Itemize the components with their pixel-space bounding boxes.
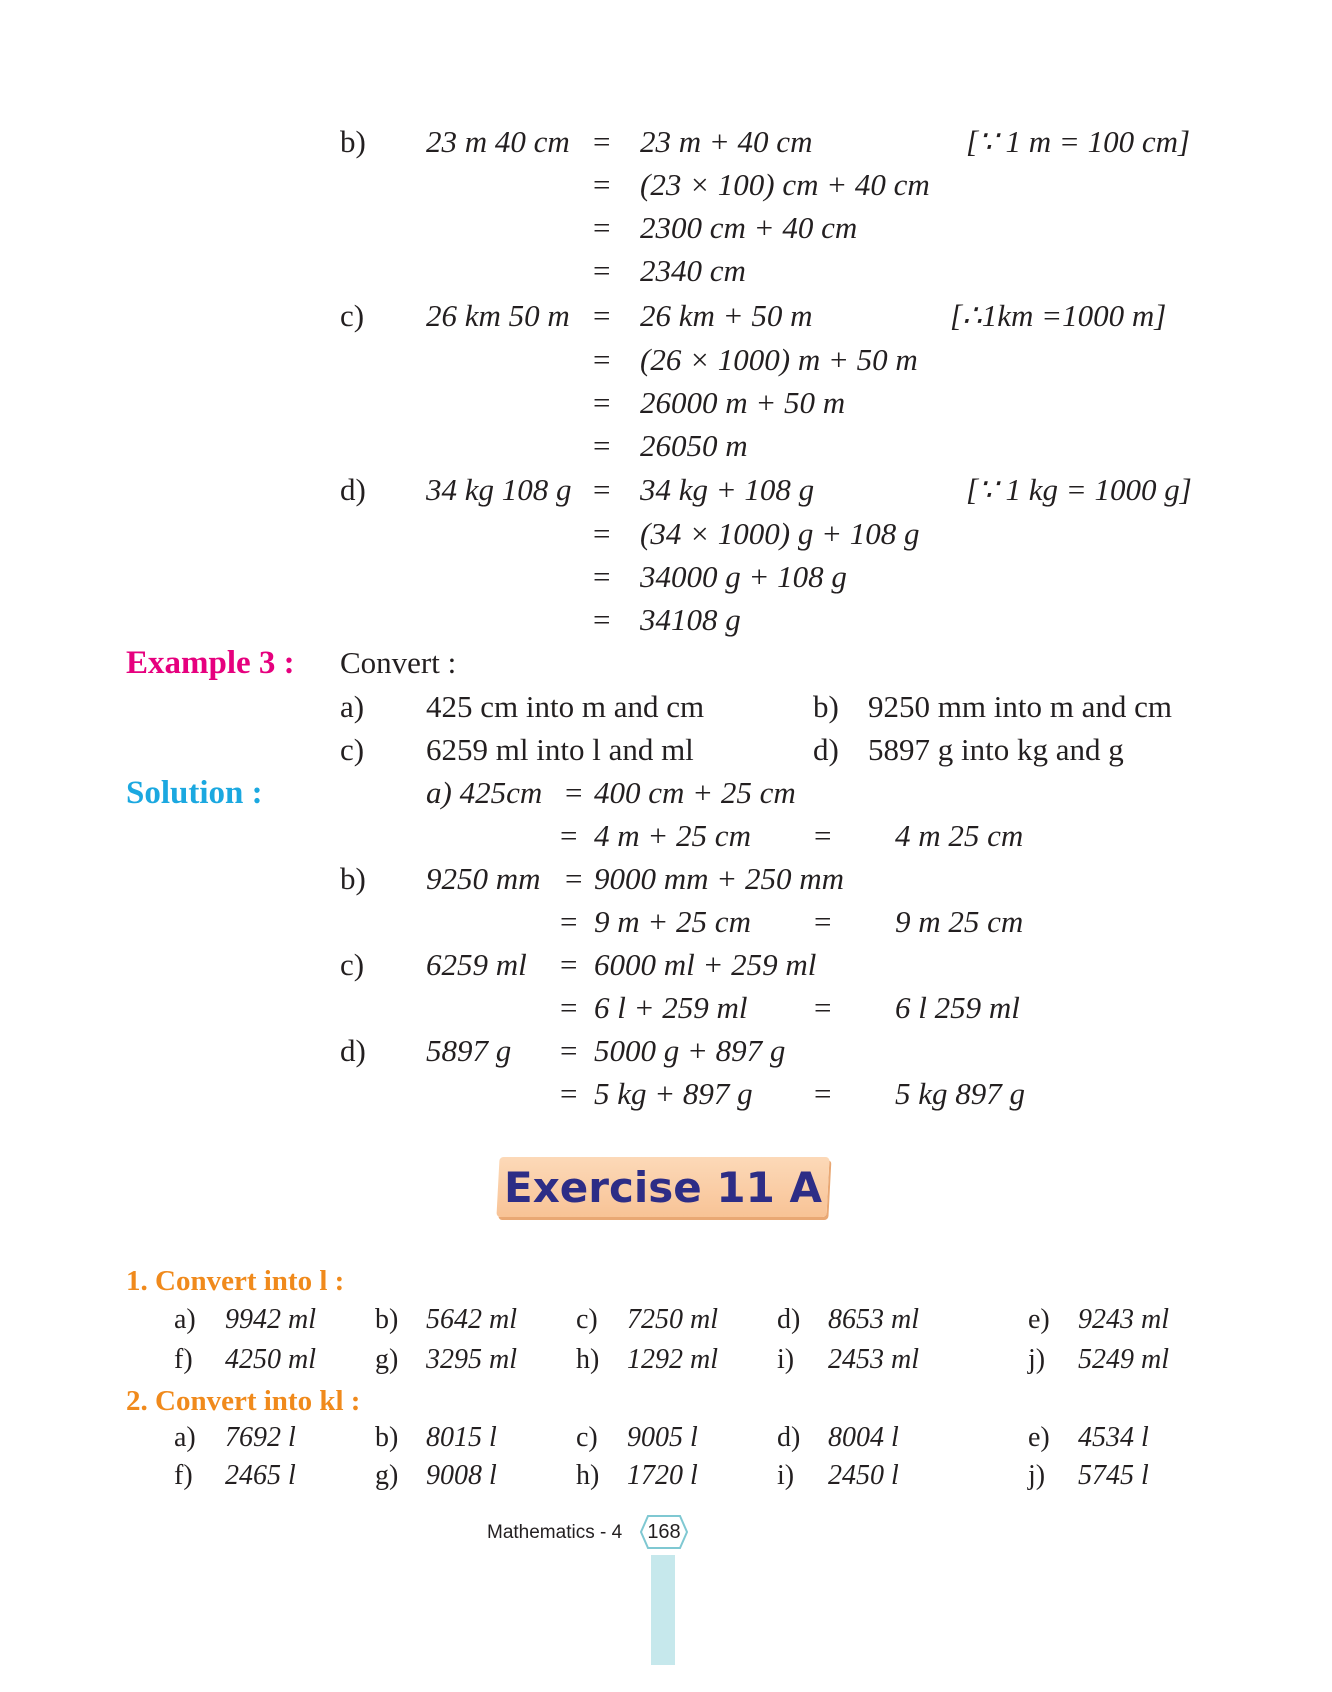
- part-c-lhs: 26 km 50 m: [426, 298, 570, 333]
- equals-sign: =: [560, 1033, 578, 1068]
- part-c-step-1: 26 km + 50 m: [640, 298, 813, 333]
- equals-sign: =: [593, 342, 611, 377]
- solution-c-lhs: 6259 ml: [426, 947, 527, 982]
- solution-b-step-1: 9000 mm + 250 mm: [594, 861, 844, 896]
- equals-sign: =: [593, 253, 611, 288]
- part-c-rule: [∴1km =1000 m]: [950, 298, 1167, 333]
- equals-sign: =: [814, 818, 832, 853]
- exercise-item-value: 5249 ml: [1078, 1344, 1169, 1375]
- part-b-step-3: 2300 cm + 40 cm: [640, 210, 858, 245]
- solution-c-step-2: 6 l + 259 ml: [594, 990, 748, 1025]
- example-prompt: Convert :: [340, 645, 457, 680]
- part-c-step-3: 26000 m + 50 m: [640, 385, 846, 420]
- equals-sign: =: [565, 861, 583, 896]
- exercise-item-label: g): [375, 1344, 399, 1375]
- equals-sign: =: [593, 124, 611, 159]
- equals-sign: =: [560, 990, 578, 1025]
- exercise-title: Exercise 11 A: [504, 1163, 822, 1212]
- part-b-step-2: (23 × 100) cm + 40 cm: [640, 167, 930, 202]
- question-2-heading: 2. Convert into kl :: [126, 1385, 361, 1417]
- part-b-step-4: 2340 cm: [640, 253, 746, 288]
- solution-d-result: 5 kg 897 g: [895, 1076, 1026, 1111]
- exercise-item-label: c): [576, 1422, 598, 1453]
- example-item-text: 6259 ml into l and ml: [426, 732, 694, 767]
- exercise-item-value: 9942 ml: [225, 1304, 316, 1335]
- exercise-item-label: j): [1028, 1460, 1046, 1491]
- solution-d-step-1: 5000 g + 897 g: [594, 1033, 786, 1068]
- exercise-item-label: h): [576, 1344, 600, 1375]
- footer-book-title: Mathematics - 4: [487, 1522, 623, 1543]
- solution-b-result: 9 m 25 cm: [895, 904, 1024, 939]
- exercise-item-label: d): [777, 1422, 801, 1453]
- solution-a-step-2: 4 m + 25 cm: [594, 818, 751, 853]
- equals-sign: =: [593, 167, 611, 202]
- exercise-item-label: f): [174, 1344, 193, 1375]
- part-d-step-2: (34 × 1000) g + 108 g: [640, 516, 920, 551]
- exercise-item-value: 2453 ml: [828, 1344, 919, 1375]
- exercise-item-label: j): [1028, 1344, 1046, 1375]
- exercise-item-label: e): [1028, 1304, 1050, 1335]
- equals-sign: =: [593, 298, 611, 333]
- exercise-item-label: i): [777, 1344, 795, 1375]
- part-d-lhs: 34 kg 108 g: [426, 472, 572, 507]
- exercise-item-label: i): [777, 1460, 795, 1491]
- page-number: 168: [647, 1521, 681, 1543]
- exercise-item-label: b): [375, 1304, 399, 1335]
- solution-d-lhs: 5897 g: [426, 1033, 512, 1068]
- exercise-item-value: 7250 ml: [627, 1304, 718, 1335]
- example-item-label: c): [340, 732, 365, 767]
- solution-b-lhs: 9250 mm: [426, 861, 541, 896]
- equals-sign: =: [560, 818, 578, 853]
- exercise-item-value: 9008 l: [426, 1460, 497, 1491]
- part-b-rule: [∵ 1 m = 100 cm]: [966, 124, 1191, 159]
- exercise-item-value: 2450 l: [828, 1460, 899, 1491]
- equals-sign: =: [814, 1076, 832, 1111]
- equals-sign: =: [593, 559, 611, 594]
- exercise-item-value: 8004 l: [828, 1422, 899, 1453]
- example-item-label: d): [813, 732, 839, 767]
- page-tab-strip: [651, 1555, 675, 1665]
- equals-sign: =: [593, 516, 611, 551]
- part-d-step-4: 34108 g: [640, 602, 741, 637]
- exercise-item-label: d): [777, 1304, 801, 1335]
- exercise-item-value: 9005 l: [627, 1422, 698, 1453]
- example-item-text: 425 cm into m and cm: [426, 689, 705, 724]
- question-1-heading: 1. Convert into l :: [126, 1265, 345, 1297]
- solution-c-step-1: 6000 ml + 259 ml: [594, 947, 817, 982]
- equals-sign: =: [593, 602, 611, 637]
- example-heading: Example 3 :: [126, 645, 295, 681]
- part-c-step-4: 26050 m: [640, 428, 748, 463]
- equals-sign: =: [560, 1076, 578, 1111]
- solution-a-step-1: 400 cm + 25 cm: [594, 775, 796, 810]
- example-item-label: b): [813, 689, 839, 724]
- exercise-item-label: a): [174, 1422, 196, 1453]
- exercise-item-label: f): [174, 1460, 193, 1491]
- equals-sign: =: [593, 210, 611, 245]
- exercise-item-value: 3295 ml: [426, 1344, 517, 1375]
- exercise-item-label: b): [375, 1422, 399, 1453]
- equals-sign: =: [593, 385, 611, 420]
- equals-sign: =: [565, 775, 583, 810]
- part-d-rule: [∵ 1 kg = 1000 g]: [966, 472, 1192, 507]
- equals-sign: =: [560, 904, 578, 939]
- equals-sign: =: [814, 990, 832, 1025]
- exercise-item-value: 4250 ml: [225, 1344, 316, 1375]
- example-item-text: 5897 g into kg and g: [868, 732, 1124, 767]
- part-d-step-1: 34 kg + 108 g: [640, 472, 815, 507]
- part-d-label: d): [340, 472, 366, 507]
- exercise-item-label: h): [576, 1460, 600, 1491]
- exercise-item-value: 5745 l: [1078, 1460, 1149, 1491]
- solution-b-step-2: 9 m + 25 cm: [594, 904, 751, 939]
- equals-sign: =: [814, 904, 832, 939]
- exercise-item-value: 7692 l: [225, 1422, 296, 1453]
- exercise-item-value: 5642 ml: [426, 1304, 517, 1335]
- example-item-text: 9250 mm into m and cm: [868, 689, 1172, 724]
- solution-c-result: 6 l 259 ml: [895, 990, 1020, 1025]
- solution-heading: Solution :: [126, 775, 263, 811]
- solution-a-result: 4 m 25 cm: [895, 818, 1024, 853]
- part-d-step-3: 34000 g + 108 g: [640, 559, 847, 594]
- equals-sign: =: [560, 947, 578, 982]
- exercise-item-value: 8653 ml: [828, 1304, 919, 1335]
- equals-sign: =: [593, 428, 611, 463]
- exercise-item-label: e): [1028, 1422, 1050, 1453]
- exercise-item-value: 9243 ml: [1078, 1304, 1169, 1335]
- solution-b-label: b): [340, 861, 366, 896]
- equals-sign: =: [593, 472, 611, 507]
- solution-a-lhs: a) 425cm: [426, 775, 543, 810]
- part-b-label: b): [340, 124, 366, 159]
- exercise-item-value: 8015 l: [426, 1422, 497, 1453]
- part-c-label: c): [340, 298, 365, 333]
- part-b-step-1: 23 m + 40 cm: [640, 124, 813, 159]
- solution-d-step-2: 5 kg + 897 g: [594, 1076, 753, 1111]
- solution-d-label: d): [340, 1033, 366, 1068]
- exercise-item-label: c): [576, 1304, 598, 1335]
- exercise-item-label: g): [375, 1460, 399, 1491]
- exercise-item-value: 1292 ml: [627, 1344, 718, 1375]
- exercise-item-label: a): [174, 1304, 196, 1335]
- part-b-lhs: 23 m 40 cm: [426, 124, 570, 159]
- exercise-item-value: 2465 l: [225, 1460, 296, 1491]
- example-item-label: a): [340, 689, 365, 724]
- part-c-step-2: (26 × 1000) m + 50 m: [640, 342, 918, 377]
- exercise-item-value: 4534 l: [1078, 1422, 1149, 1453]
- exercise-item-value: 1720 l: [627, 1460, 698, 1491]
- solution-c-label: c): [340, 947, 365, 982]
